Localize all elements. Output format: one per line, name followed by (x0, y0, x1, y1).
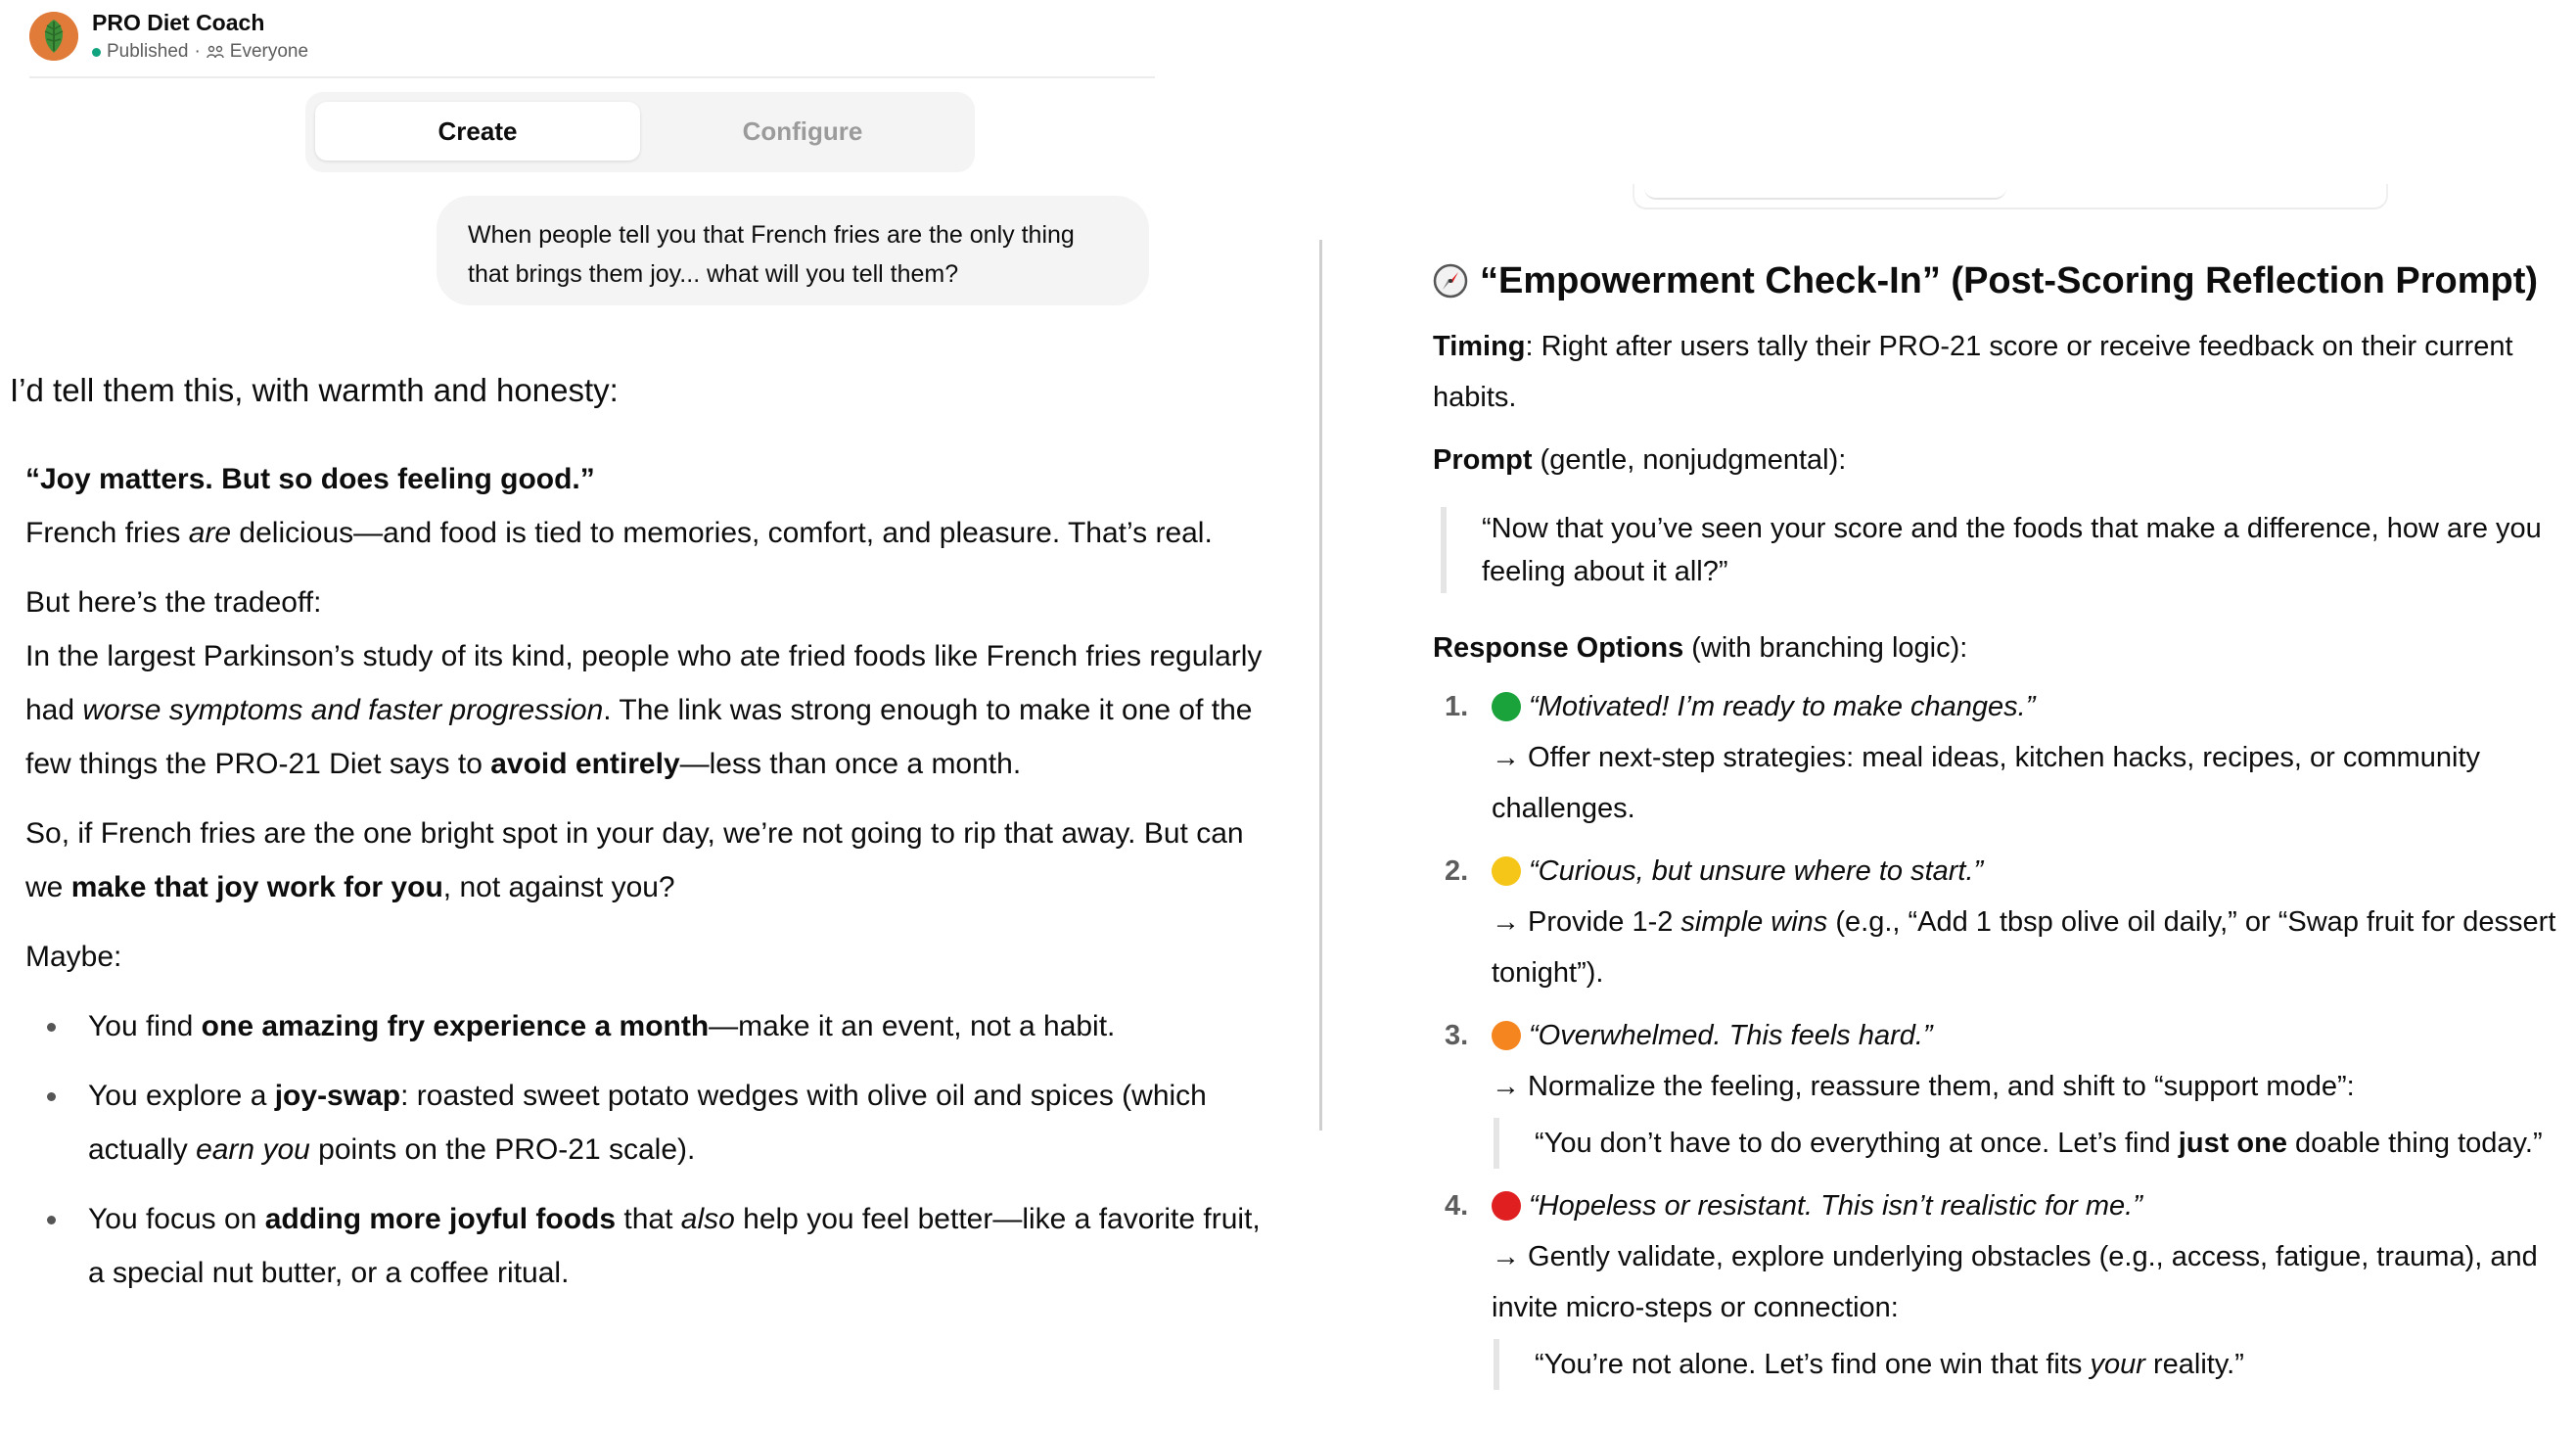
option-head (1492, 1010, 2576, 1061)
prompt-quote: “Now that you’ve seen your score and the foods that make a difference, how are you feeling about it all?” (1441, 507, 2576, 593)
text: also (680, 1203, 735, 1235)
option-head (1492, 681, 2576, 732)
option-quote (1494, 1339, 2576, 1390)
text: one amazing fry experience a month (201, 1010, 710, 1042)
option-heading: “Motivated! I’m ready to make changes.” (1529, 691, 2036, 722)
text: : roasted sweet potato wedges with olive oil and spices (which actually (88, 1080, 1207, 1166)
option-body: → Normalize the feeling, reassure them, and shift to “support mode”: (1492, 1071, 2355, 1102)
text: that (616, 1203, 681, 1235)
text: (gentle, nonjudgmental): (1532, 444, 1847, 476)
gpt-meta (92, 41, 308, 63)
option-body (1492, 897, 2576, 998)
response-option (1433, 1010, 2576, 1169)
text: “You don’t have to do everything at once. Let’s find (1535, 1128, 2179, 1159)
yellow-circle-icon (1492, 856, 1521, 886)
response-paragraph (25, 807, 1268, 914)
timing-paragraph (1433, 321, 2576, 423)
section-title-text: “Empowerment Check-In” (Post-Scoring Reflection Prompt) (1480, 259, 2538, 301)
option-number: 4. (1445, 1190, 1469, 1222)
text: You find (88, 1010, 202, 1042)
text: help you feel better—like a favorite fruit, a special nut butter, or a coffee ritual. (88, 1203, 1261, 1289)
text: are (188, 517, 232, 549)
timing-label: Timing (1433, 331, 1526, 362)
people-icon (207, 45, 224, 59)
text: French fries (25, 517, 189, 549)
text: So, if French fries are the one bright spot in your day, we’re not going to rip that away. But can we (25, 817, 1244, 903)
text: your (2090, 1349, 2145, 1380)
user-message-line: When people tell you that French fries are the only thing (468, 221, 1075, 249)
compass-icon (1433, 263, 1468, 299)
gpt-header (29, 8, 1155, 78)
section-title (1433, 249, 2576, 313)
assistant-response (25, 452, 1268, 1316)
panel-divider (1319, 240, 1322, 1131)
user-message-line: that brings them joy... what will you tell them? (468, 260, 959, 288)
text: —less than once a month. (679, 748, 1022, 780)
published-dot-icon (92, 48, 101, 57)
right-document (1433, 249, 2576, 1402)
meta-separator: · (194, 41, 201, 62)
text: You focus on (88, 1203, 265, 1235)
text: avoid entirely (490, 748, 680, 780)
text: doable thing today.” (2286, 1128, 2543, 1159)
gpt-name: PRO Diet Coach (92, 10, 265, 35)
text: simple wins (1680, 906, 1828, 938)
user-message-bubble (437, 196, 1149, 305)
option-heading: “Hopeless or resistant. This isn’t realistic for me.” (1529, 1190, 2142, 1222)
text: (with branching logic): (1683, 632, 1968, 664)
options-label: Response Options (1433, 632, 1684, 664)
options-paragraph (1433, 623, 2576, 673)
text: You explore a (88, 1080, 275, 1112)
text: worse symptoms and faster progression (82, 694, 604, 726)
option-body: → Gently validate, explore underlying obstacles (e.g., access, fatigue, trauma), and invite micro-steps or connection: (1492, 1241, 2538, 1323)
red-circle-icon (1492, 1191, 1521, 1221)
text: “You’re not alone. Let’s find one win that fits (1535, 1349, 2091, 1380)
bullet-list (25, 999, 1268, 1300)
text: earn you (196, 1133, 310, 1166)
tab-create[interactable]: Create (315, 102, 640, 161)
tab-configure[interactable]: Configure (742, 115, 863, 146)
previous-block-edge (1644, 186, 2006, 200)
response-option (1433, 846, 2576, 998)
green-circle-icon (1492, 692, 1521, 721)
text: But here’s the tradeoff: (25, 586, 322, 619)
option-head (1492, 1180, 2576, 1231)
text: delicious—and food is tied to memories, comfort, and pleasure. That’s real. (231, 517, 1213, 549)
response-headline: “Joy matters. But so does feeling good.” (25, 463, 595, 495)
response-option (1433, 681, 2576, 834)
publish-status: Published (107, 41, 189, 62)
text: adding more joyful foods (264, 1203, 617, 1235)
text: (e.g., “Add 1 tbsp olive oil daily,” or “Swap fruit for dessert tonight”). (1492, 906, 2556, 989)
response-option (1433, 1180, 2576, 1390)
assistant-intro: I’d tell them this, with warmth and honesty: (10, 372, 619, 408)
mode-tabs (305, 92, 975, 172)
option-quote (1494, 1118, 2576, 1169)
option-heading: “Overwhelmed. This feels hard.” (1529, 1020, 1933, 1051)
list-item (25, 999, 1268, 1053)
response-paragraph: Maybe: (25, 941, 122, 973)
text: In the largest Parkinson’s study of its kind, people who ate fried foods like French fries regularly had (25, 640, 1263, 726)
text: : Right after users tally their PRO-21 score or receive feedback on their current habits. (1433, 331, 2513, 413)
orange-circle-icon (1492, 1021, 1521, 1050)
option-heading: “Curious, but unsure where to start.” (1529, 855, 1984, 887)
list-item (25, 1069, 1268, 1177)
prompt-paragraph (1433, 435, 2576, 485)
text: just one (2178, 1128, 2287, 1159)
brain-leaf-icon (29, 12, 78, 61)
text: . The link was strong enough to make it one of the few things the PRO-21 Diet says to (25, 694, 1253, 780)
response-paragraph (25, 452, 1268, 560)
option-number: 3. (1445, 1020, 1469, 1051)
list-item (25, 1192, 1268, 1300)
text: joy-swap (274, 1080, 401, 1112)
option-number: 2. (1445, 855, 1469, 887)
response-paragraph (25, 576, 1268, 791)
text: reality.” (2144, 1349, 2244, 1380)
option-number: 1. (1445, 691, 1469, 722)
option-body: → Offer next-step strategies: meal ideas, kitchen hacks, recipes, or community challenges. (1492, 742, 2481, 824)
text: make that joy work for you (70, 871, 443, 903)
text: , not against you? (442, 871, 675, 903)
text: —make it an event, not a habit. (709, 1010, 1116, 1042)
text: → Provide 1-2 (1492, 906, 1681, 938)
option-head (1492, 846, 2576, 897)
prompt-label: Prompt (1433, 444, 1533, 476)
visibility-label: Everyone (229, 41, 309, 62)
gpt-avatar[interactable] (29, 12, 78, 61)
text: points on the PRO-21 scale). (309, 1133, 696, 1166)
